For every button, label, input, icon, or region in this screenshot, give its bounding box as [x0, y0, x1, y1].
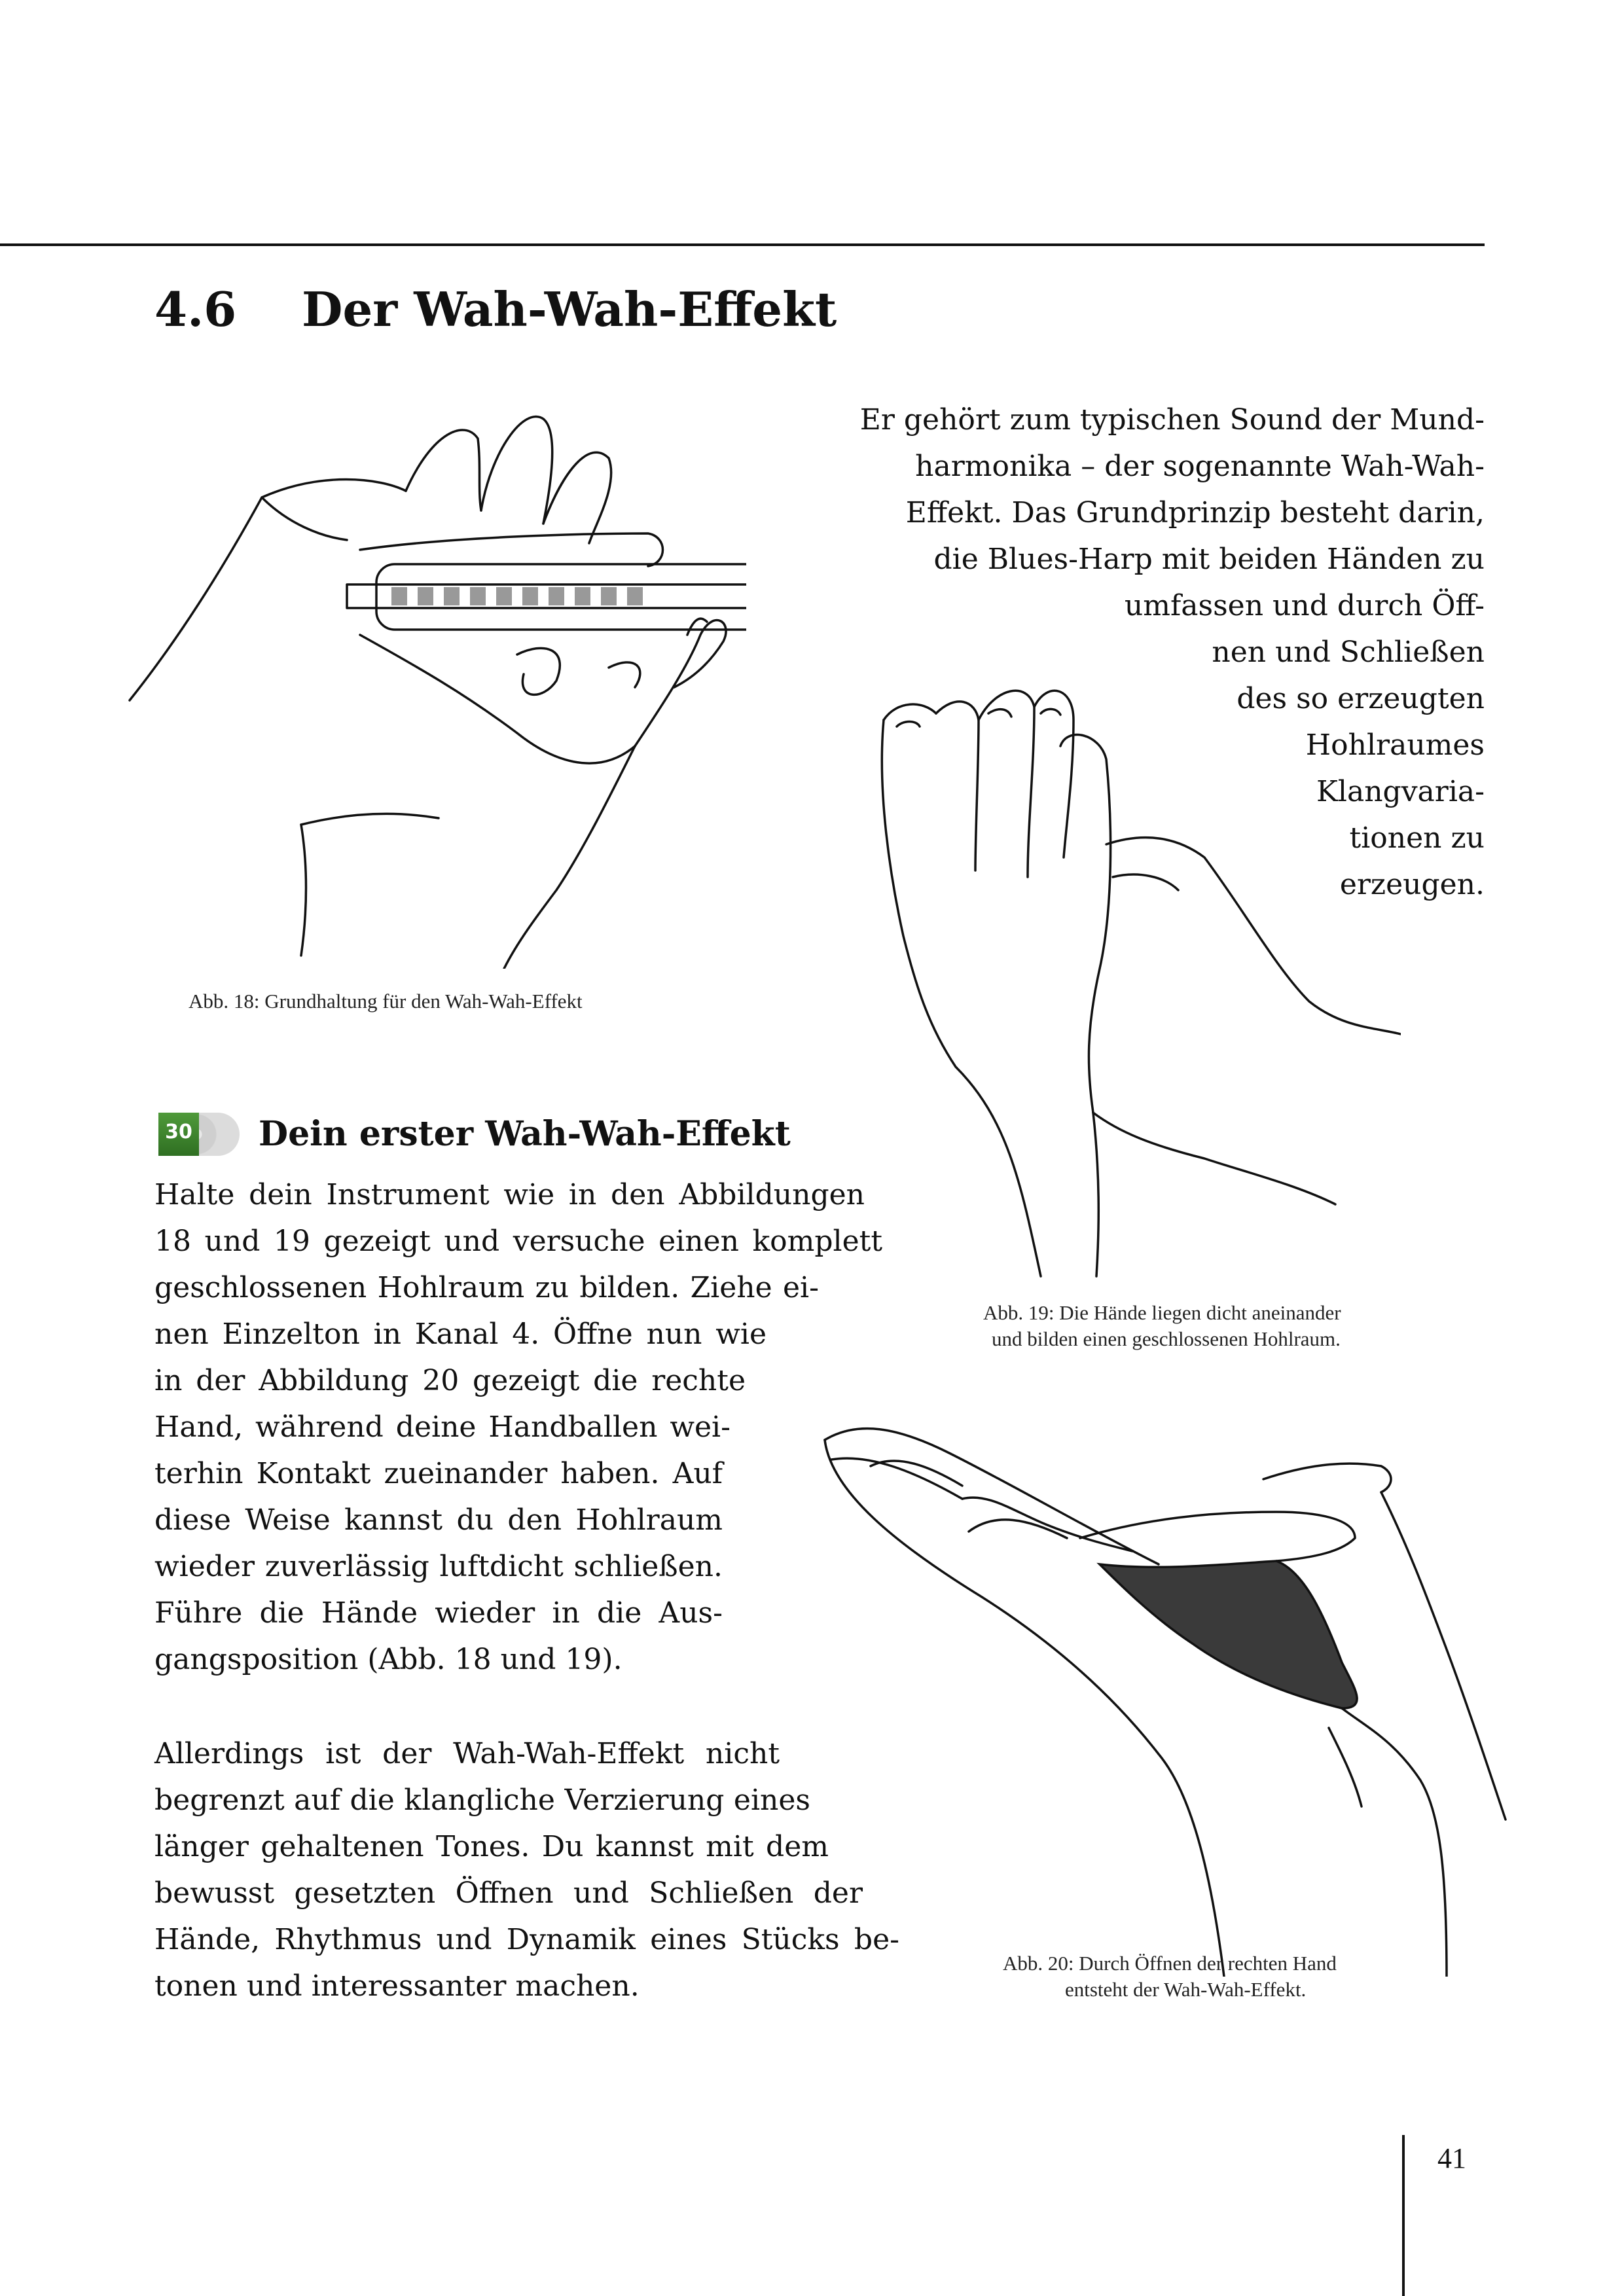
exercise-heading: Dein erster Wah-Wah-Effekt — [259, 1114, 791, 1154]
body-line: Hand, während deine Handballen wei- — [154, 1410, 731, 1444]
cd-disc-icon — [196, 1113, 240, 1156]
intro-line: nen und Schließen — [1212, 636, 1485, 669]
page-number: 41 — [1437, 2142, 1466, 2174]
body-line: Führe die Hände wieder in die Aus- — [154, 1596, 723, 1630]
audio-track-badge — [158, 1113, 199, 1156]
body-line: begrenzt auf die klangliche Verzierung eines — [154, 1784, 810, 1817]
body-line: nen Einzelton in Kanal 4. Öffne nun wie — [154, 1318, 767, 1351]
intro-line: die Blues-Harp mit beiden Händen zu — [933, 543, 1485, 576]
header-rule — [0, 243, 1485, 246]
figure-19-caption-line: Abb. 19: Die Hände liegen dicht aneinander — [983, 1301, 1341, 1324]
figure-18-illustration — [124, 393, 746, 969]
body-line: Hände, Rhythmus und Dynamik eines Stücks be- — [154, 1923, 899, 1956]
body-line: in der Abbildung 20 gezeigt die rechte — [154, 1364, 746, 1397]
figure-20-illustration — [818, 1414, 1512, 1977]
figure-18-caption: Abb. 18: Grundhaltung für den Wah-Wah-Effekt — [189, 990, 583, 1013]
intro-line: Klangvaria- — [1316, 775, 1485, 808]
intro-line: harmonika – der sogenannte Wah-Wah- — [915, 450, 1485, 483]
intro-line: Er gehört zum typischen Sound der Mund- — [859, 403, 1485, 437]
body-line: gangsposition (Abb. 18 und 19). — [154, 1643, 623, 1676]
body-line: tonen und interessanter machen. — [154, 1969, 640, 2003]
body-line: Halte dein Instrument wie in den Abbildungen — [154, 1178, 865, 1211]
body-line: bewusst gesetzten Öffnen und Schließen der — [154, 1876, 863, 1910]
intro-line: Effekt. Das Grundprinzip besteht darin, — [905, 496, 1485, 529]
intro-line: des so erzeugten — [1236, 682, 1485, 715]
section-number: 4.6 — [154, 281, 237, 337]
body-line: terhin Kontakt zueinander haben. Auf — [154, 1457, 723, 1490]
intro-line: tionen zu — [1349, 821, 1485, 855]
intro-line: erzeugen. — [1339, 868, 1485, 901]
track-number: 30 — [165, 1121, 192, 1143]
body-line: wieder zuverlässig luftdicht schließen. — [154, 1550, 723, 1583]
figure-20-caption-line: entsteht der Wah-Wah-Effekt. — [1065, 1978, 1307, 2001]
body-line: diese Weise kannst du den Hohlraum — [154, 1503, 723, 1537]
intro-line: Hohlraumes — [1305, 728, 1485, 762]
body-line: länger gehaltenen Tones. Du kannst mit dem — [154, 1830, 829, 1863]
figure-20-caption-line: Abb. 20: Durch Öffnen der rechten Hand — [1003, 1952, 1337, 1975]
figure-19-caption-line: und bilden einen geschlossenen Hohlraum. — [992, 1327, 1341, 1350]
page-number-rule — [1402, 2135, 1405, 2296]
body-line: Allerdings ist der Wah-Wah-Effekt nicht — [154, 1737, 780, 1770]
section-heading — [154, 281, 837, 337]
figure-19-illustration — [838, 661, 1401, 1283]
body-line: 18 und 19 gezeigt und versuche einen komplett — [154, 1225, 882, 1258]
section-title: Der Wah-Wah-Effekt — [302, 281, 837, 337]
intro-line: umfassen und durch Öff- — [1124, 589, 1485, 622]
body-line: geschlossenen Hohlraum zu bilden. Ziehe ei- — [154, 1271, 819, 1304]
